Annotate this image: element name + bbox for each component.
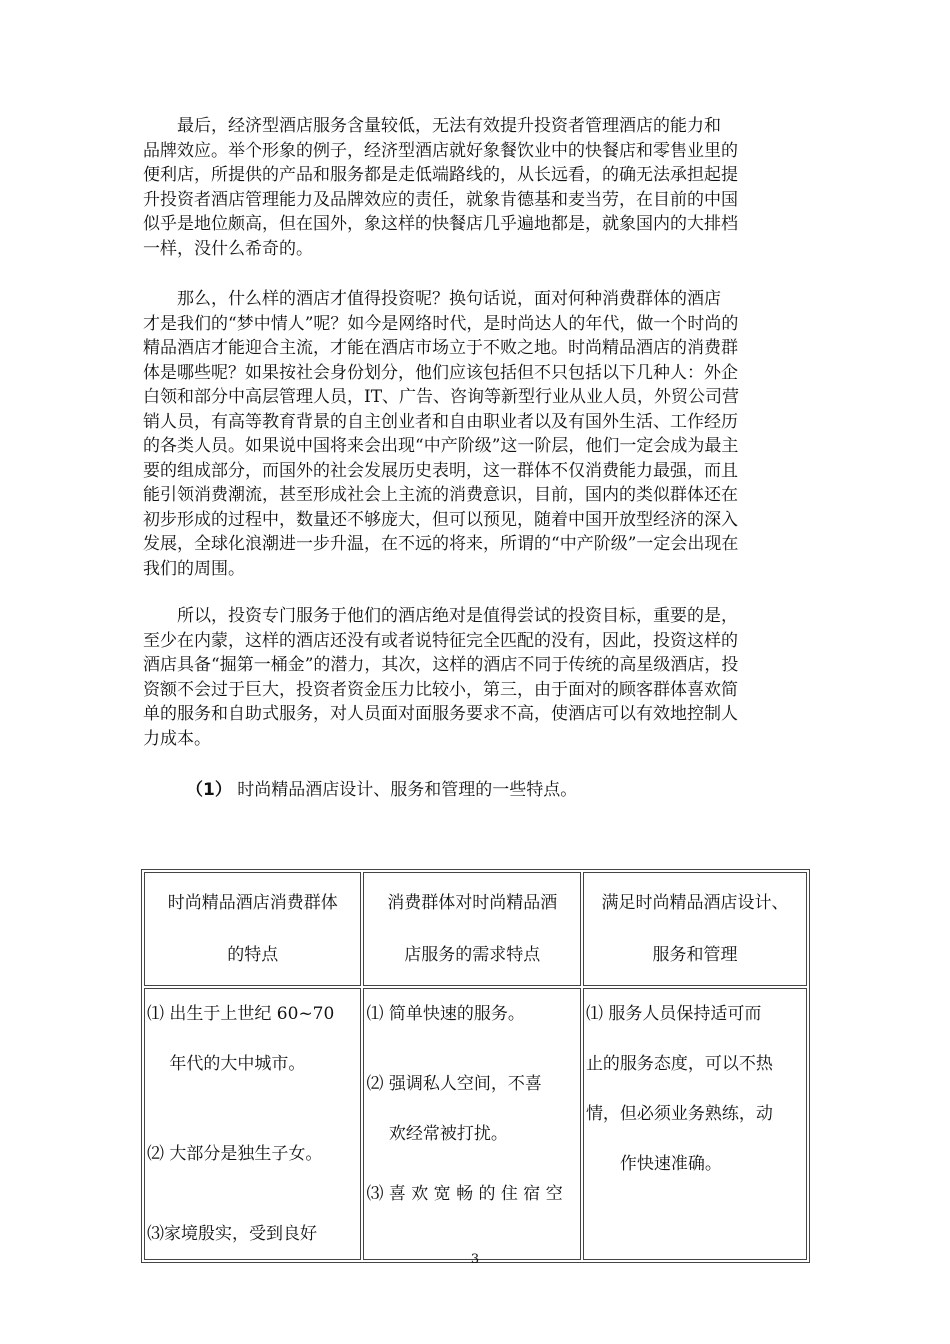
cell-line (366, 1039, 577, 1059)
text-line: 才是我们的“梦中情人”呢？如今是网络时代，是时尚达人的年代，做一个时尚的 (143, 313, 739, 334)
paragraph-investment-advantages (143, 604, 808, 751)
text-line: 品牌效应。举个形象的例子，经济型酒店就好象餐饮业中的快餐店和零售业里的 (143, 140, 738, 161)
table-header-cell (144, 872, 361, 986)
paragraph-target-consumers (143, 287, 808, 581)
text-line: 似乎是地位颇高，但在国外，象这样的快餐店几乎遍地都是，就象国内的大排档 (143, 214, 738, 234)
text-line: 最后，经济型酒店服务含量较低，无法有效提升投资者管理酒店的能力和 (143, 116, 721, 136)
text-line: 单的服务和自助式服务，对人员面对面服务要求不高，使酒店可以有效地控制人 (143, 704, 738, 724)
cell-line: ⑵ 大部分是独生子女。 (147, 1144, 323, 1164)
table-cell-consumer-traits (144, 988, 361, 1260)
cell-line: ⑴ 简单快速的服务。 (366, 1004, 525, 1024)
text-line: 那么，什么样的酒店才值得投资呢？换句话说，面对何种消费群体的酒店 (143, 289, 721, 309)
text-line: 资额不会过于巨大，投资者资金压力比较小，第三，由于面对的顾客群体喜欢简 (143, 679, 738, 700)
text-line: 发展，全球化浪潮进一步升温，在不远的将来，所谓的“中产阶级”一定会出现在 (143, 534, 739, 554)
text-line: 能引领消费潮流，甚至形成社会上主流的消费意识，目前，国内的类似群体还在 (143, 485, 738, 505)
text-line: 至少在内蒙，这样的酒店还没有或者说特征完全匹配的没有，因此，投资这样的 (143, 630, 738, 651)
text-line: 白领和部分中高层管理人员，IT、广告、咨询等新型行业从业人员，外贸公司营 (143, 387, 740, 407)
table-header-row (144, 872, 807, 986)
text-line: 一样，没什么希奇的。 (143, 238, 313, 259)
header-line: 消费群体对时尚精品酒 (387, 893, 558, 913)
text-line: 初步形成的过程中，数量还不够庞大，但可以预见，随着中国开放型经济的深入 (143, 509, 738, 530)
section-number: （1） (186, 780, 232, 800)
text-line: 精品酒店才能迎合主流，才能在酒店市场立于不败之地。时尚精品酒店的消费群 (143, 338, 738, 358)
cell-line (366, 1159, 577, 1169)
cell-line: 止的服务态度，可以不热 (585, 1054, 773, 1074)
cell-line: ⑶家境殷实，受到良好 (147, 1224, 317, 1244)
cell-line: 年代的大中城市。 (147, 1054, 306, 1074)
cell-line: 情，但必须业务熟练，动 (585, 1104, 773, 1124)
table-cell-design-service (583, 988, 807, 1260)
cell-line: ⑶ 喜 欢 宽 畅 的 住 宿 空 (366, 1184, 563, 1204)
cell-line: ⑴ 服务人员保持适可而 (585, 1004, 762, 1024)
section-heading (186, 778, 577, 802)
text-line: 升投资者酒店管理能力及品牌效应的责任，就象肯德基和麦当劳，在目前的中国 (143, 189, 738, 210)
page-number: 3 (470, 1252, 480, 1267)
text-line: 酒店具备“掘第一桶金”的潜力，其次，这样的酒店不同于传统的高星级酒店，投 (143, 655, 739, 675)
text-line: 力成本。 (143, 728, 211, 749)
cell-line: ⑵ 强调私人空间，不喜 (366, 1074, 542, 1094)
header-line: 的特点 (227, 945, 279, 965)
header-line: 时尚精品酒店消费群体 (167, 893, 338, 913)
cell-line: 欢经常被打扰。 (366, 1124, 508, 1144)
section-title: 时尚精品酒店设计、服务和管理的一些特点。 (237, 780, 578, 800)
header-line: 满足时尚精品酒店设计、 (601, 893, 789, 913)
text-line: 便利店，所提供的产品和服务都是走低端路线的，从长远看，的确无法承担起提 (143, 165, 738, 185)
cell-line: ⑴ 出生于上世纪 60~70 (147, 1004, 335, 1024)
text-line: 销人员，有高等教育背景的自主创业者和自由职业者以及有国外生活、工作经历 (143, 411, 738, 432)
text-line: 我们的周围。 (143, 558, 245, 579)
text-line: 体是哪些呢？如果按社会身份划分，他们应该包括但不只包括以下几种人：外企 (143, 362, 738, 383)
table-header-cell (363, 872, 580, 986)
cell-line: 作快速准确。 (585, 1154, 722, 1174)
cell-line (147, 1179, 358, 1209)
header-line: 店服务的需求特点 (404, 945, 541, 965)
table-row (144, 988, 807, 1260)
text-line: 的各类人员。如果说中国将来会出现“中产阶级”这一阶层，他们一定会成为最主 (143, 436, 739, 456)
header-line: 服务和管理 (652, 945, 738, 965)
table-cell-service-needs (363, 988, 580, 1260)
table-header-cell (583, 872, 807, 986)
characteristics-table (141, 869, 810, 1263)
cell-line (147, 1089, 358, 1129)
text-line: 要的组成部分，而国外的社会发展历史表明，这一群体不仅消费能力最强，而且 (143, 460, 738, 481)
text-line: 所以，投资专门服务于他们的酒店绝对是值得尝试的投资目标，重要的是， (143, 606, 738, 626)
paragraph-budget-hotels (143, 114, 808, 261)
